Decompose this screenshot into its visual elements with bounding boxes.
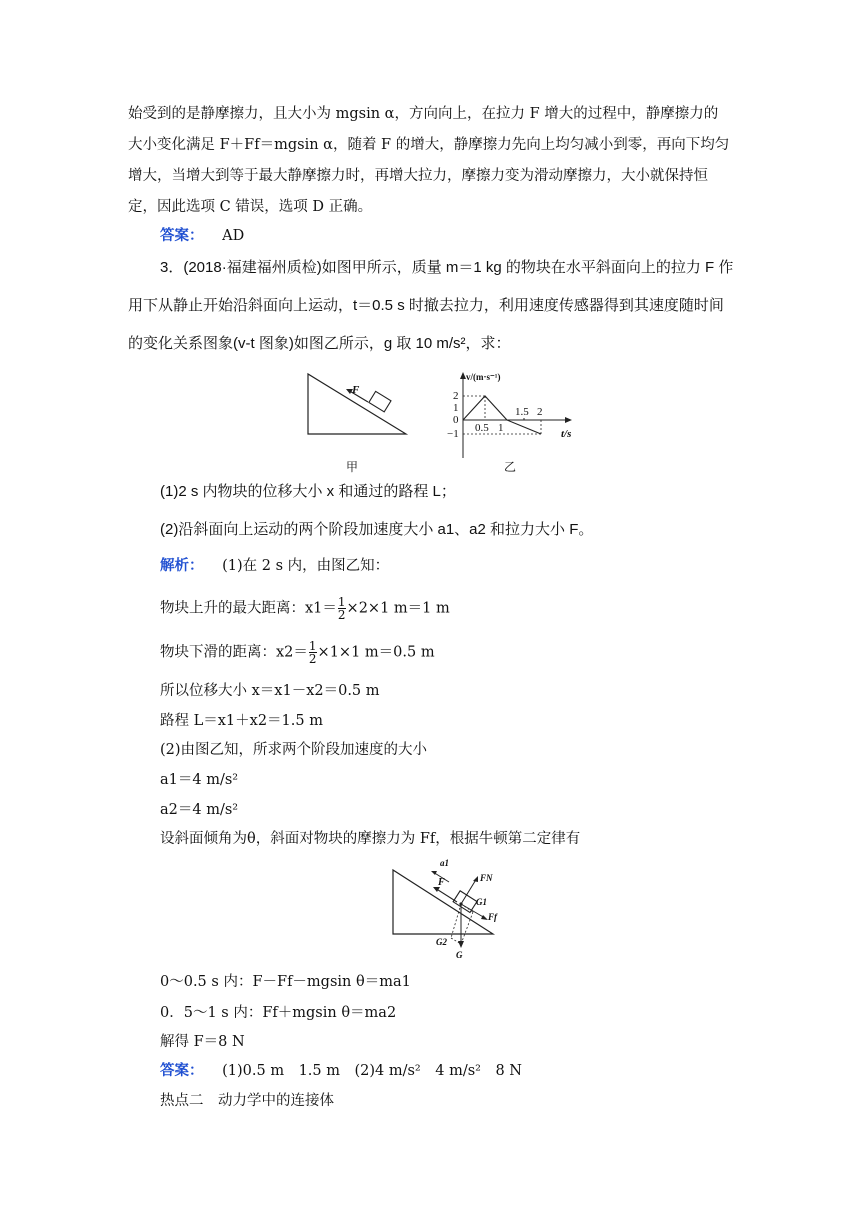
solution-line: [160, 556, 770, 576]
figure-incline-and-vt-graph: [300, 368, 590, 474]
force-label-a1: a1: [440, 858, 449, 868]
tick-label-x: 1: [498, 422, 504, 434]
tick-label-x: 0.5: [475, 422, 489, 434]
force-label-G1: G1: [476, 897, 487, 907]
tick-label-y: −1: [447, 428, 459, 440]
force-label-Ff: Ff: [488, 912, 497, 922]
solution-text: ×1×1 m＝0.5 m: [317, 644, 435, 661]
fraction-numerator: 1: [337, 595, 346, 609]
text-line: 增大，当增大到等于最大静摩擦力时，再增大拉力，摩擦力变为滑动摩擦力，大小就保持恒: [128, 168, 708, 184]
solution-line: 路程 L＝x1＋x2＝1.5 m: [160, 713, 323, 729]
question-line: 的变化关系图象(v-t 图象)如图乙所示，g 取 10 m/s²，求：: [128, 335, 511, 352]
tick-label-y: 1: [453, 402, 459, 414]
solution-label: 解析：: [160, 557, 204, 574]
fraction: [309, 640, 317, 665]
incline-diagram: [308, 374, 406, 434]
solution-line: 设斜面倾角为θ，斜面对物块的摩擦力为 Ff，根据牛顿第二定律有: [160, 831, 581, 847]
subquestion-2: (2)沿斜面向上运动的两个阶段加速度大小 a1、a2 和拉力大小 F。: [160, 521, 594, 538]
answer-value: (1)0.5 m 1.5 m (2)4 m/s² 4 m/s² 8 N: [222, 1063, 522, 1079]
tick-label-y: 0: [453, 414, 459, 426]
solution-line: a1＝4 m/s²: [160, 772, 239, 788]
question-line: 3．(2018·福建福州质检)如图甲所示，质量 m＝1 kg 的物块在水平斜面向上的拉力 F 作: [160, 259, 734, 276]
section-heading: 热点二 动力学中的连接体: [160, 1093, 334, 1109]
solution-line: 解得 F＝8 N: [160, 1034, 245, 1050]
solution-line: 所以位移大小 x＝x1－x2＝0.5 m: [160, 683, 380, 699]
text-line: 定，因此选项 C 错误，选项 D 正确。: [128, 199, 373, 215]
answer-value: AD: [222, 228, 245, 244]
tick-label-y: 2: [453, 390, 459, 402]
solution-line: (2)由图乙知，所求两个阶段加速度的大小: [160, 742, 428, 758]
axis-label-y: v/(m·s⁻¹): [466, 372, 501, 382]
fraction-denominator: 2: [337, 608, 346, 622]
question-line: 用下从静止开始沿斜面向上运动，t＝0.5 s 时撤去拉力，利用速度传感器得到其速度随时间: [128, 297, 724, 314]
force-label-FN: FN: [480, 873, 493, 883]
solution-line: [160, 596, 770, 621]
figure-caption-yi: 乙: [504, 460, 517, 474]
solution-text: ×2×1 m＝1 m: [346, 600, 450, 617]
force-label-F: F: [438, 877, 445, 888]
solution-line: 0．5～1 s 内：Ff＋mgsin θ＝ma2: [160, 1005, 397, 1021]
text-line: 大小变化满足 F＋Ff＝mgsin α，随着 F 的增大，静摩擦力先向上均匀减小到零，再向下均匀: [128, 137, 730, 153]
fraction-numerator: 1: [308, 639, 317, 653]
answer-line: [160, 226, 770, 246]
force-label-G2: G2: [436, 937, 447, 947]
solution-text: 物块上升的最大距离：x1＝: [160, 600, 337, 617]
tick-label-x: 1.5: [515, 406, 529, 418]
answer-label: 答案：: [160, 1062, 204, 1079]
solution-line: a2＝4 m/s²: [160, 802, 239, 818]
tick-label-x: 2: [537, 406, 543, 418]
text-line: 始受到的是静摩擦力，且大小为 mgsin α，方向向上，在拉力 F 增大的过程中，静摩擦力的: [128, 106, 719, 122]
force-label: F: [352, 384, 360, 396]
solution-text: 物块下滑的距离：x2＝: [160, 644, 308, 661]
subquestion-1: (1)2 s 内物块的位移大小 x 和通过的路程 L；: [160, 483, 456, 500]
figure-caption-jia: 甲: [346, 460, 359, 474]
axis-label-x: t/s: [561, 428, 572, 440]
force-label-G: G: [456, 950, 463, 960]
fraction-denominator: 2: [308, 652, 317, 666]
solution-text: (1)在 2 s 内，由图乙知：: [222, 558, 390, 574]
solution-line: [160, 640, 770, 665]
answer-label: 答案：: [160, 227, 204, 244]
solution-line: 0～0.5 s 内：F－Ff－mgsin θ＝ma1: [160, 974, 411, 990]
answer-line: [160, 1061, 770, 1081]
fraction: [338, 596, 346, 621]
